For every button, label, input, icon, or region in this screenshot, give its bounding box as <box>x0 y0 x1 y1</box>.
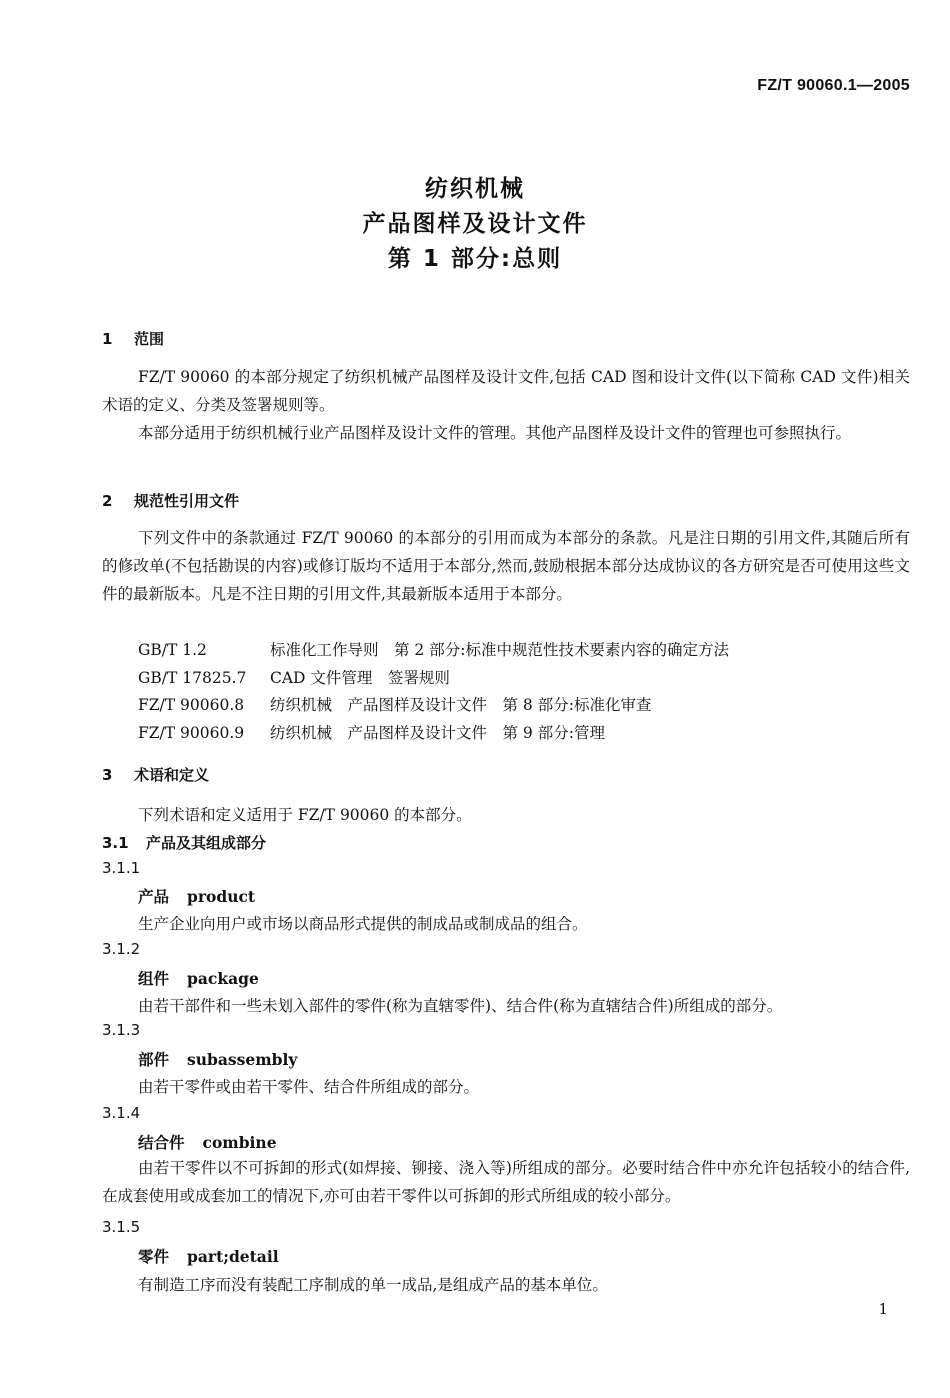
paragraph: 本部分适用于纺织机械行业产品图样及设计文件的管理。其他产品图样及设计文件的管理也可参照执行。 <box>138 424 852 442</box>
term-entry <box>138 1245 279 1267</box>
subsection-heading <box>102 832 266 853</box>
section-number: 3 <box>102 766 113 784</box>
term-definition: 由若干零件以不可拆卸的形式(如焊接、铆接、浇入等)所组成的部分。必要时结合件中亦允许包括较小的结合件,在成套使用或成套加工的情况下,亦可由若干零件以可拆卸的形式所组成的较小部分。 <box>102 1159 910 1205</box>
term-definition: 由若干零件或由若干零件、结合件所组成的部分。 <box>138 1078 480 1096</box>
term-definition: 由若干部件和一些未划入部件的零件(称为直辖零件)、结合件(称为直辖结合件)所组成的部分。 <box>138 997 783 1015</box>
reference-title: 纺织机械 产品图样及设计文件 第 8 部分:标准化审查 <box>270 696 652 714</box>
reference-item <box>138 721 605 743</box>
term-en: package <box>187 969 259 988</box>
term-entry <box>138 1131 277 1153</box>
paragraph: 下列术语和定义适用于 FZ/T 90060 的本部分。 <box>138 806 472 824</box>
title-line-3: 第 1 部分:总则 <box>387 246 563 272</box>
title-line-2: 产品图样及设计文件 <box>362 211 588 237</box>
term-en: combine <box>202 1133 277 1152</box>
term-en: product <box>187 887 256 906</box>
reference-code: FZ/T 90060.8 <box>138 696 245 714</box>
term-number: 3.1.1 <box>102 859 141 877</box>
term-entry <box>138 885 255 907</box>
standard-number: FZ/T 90060.1—2005 <box>757 77 910 94</box>
paragraph: 下列文件中的条款通过 FZ/T 90060 的本部分的引用而成为本部分的条款。凡是注日期的引用文件,其随后所有的修改单(不包括勘误的内容)或修订版均不适用于本部分,然而,鼓励根据本部分达成协议的各方研究是否可使用这些文件的最新版本。凡是不注日期的引用文件,其最新版本适用于本部分。 <box>102 529 910 603</box>
section-title: 规范性引用文件 <box>134 492 240 510</box>
term-number: 3.1.2 <box>102 940 141 958</box>
section-1-heading <box>102 328 164 349</box>
term-definition: 生产企业向用户或市场以商品形式提供的制成品或制成品的组合。 <box>138 915 588 933</box>
term-number: 3.1.4 <box>102 1104 141 1122</box>
term-en: subassembly <box>187 1050 298 1069</box>
reference-title: 标准化工作导则 第 2 部分:标准中规范性技术要素内容的确定方法 <box>270 641 729 659</box>
term-en: part;detail <box>187 1247 279 1266</box>
section-title: 范围 <box>134 330 165 348</box>
reference-item <box>138 666 450 688</box>
section-3-heading <box>102 764 209 785</box>
term-zh: 结合件 <box>138 1134 185 1152</box>
subsection-title: 产品及其组成部分 <box>146 834 267 852</box>
term-definition: 有制造工序而没有装配工序制成的单一成品,是组成产品的基本单位。 <box>138 1276 608 1294</box>
reference-title: 纺织机械 产品图样及设计文件 第 9 部分:管理 <box>270 724 605 742</box>
reference-item <box>138 638 729 660</box>
section-number: 1 <box>102 330 113 348</box>
reference-title: CAD 文件管理 签署规则 <box>270 669 450 687</box>
term-number: 3.1.5 <box>102 1218 141 1236</box>
title-line-1: 纺织机械 <box>425 176 525 202</box>
term-entry <box>138 967 259 989</box>
reference-code: FZ/T 90060.9 <box>138 724 245 742</box>
term-zh: 产品 <box>138 888 170 906</box>
subsection-number: 3.1 <box>102 834 129 852</box>
page-number: 1 <box>878 1300 888 1318</box>
section-2-heading <box>102 490 239 511</box>
term-zh: 零件 <box>138 1248 170 1266</box>
term-entry <box>138 1048 297 1070</box>
paragraph: FZ/T 90060 的本部分规定了纺织机械产品图样及设计文件,包括 CAD 图和设计文件(以下简称 CAD 文件)相关术语的定义、分类及签署规则等。 <box>102 368 910 414</box>
term-zh: 部件 <box>138 1051 170 1069</box>
reference-item <box>138 693 651 715</box>
term-number: 3.1.3 <box>102 1021 141 1039</box>
section-title: 术语和定义 <box>134 766 210 784</box>
term-zh: 组件 <box>138 970 170 988</box>
reference-code: GB/T 17825.7 <box>138 669 247 687</box>
section-number: 2 <box>102 492 113 510</box>
reference-code: GB/T 1.2 <box>138 641 207 659</box>
